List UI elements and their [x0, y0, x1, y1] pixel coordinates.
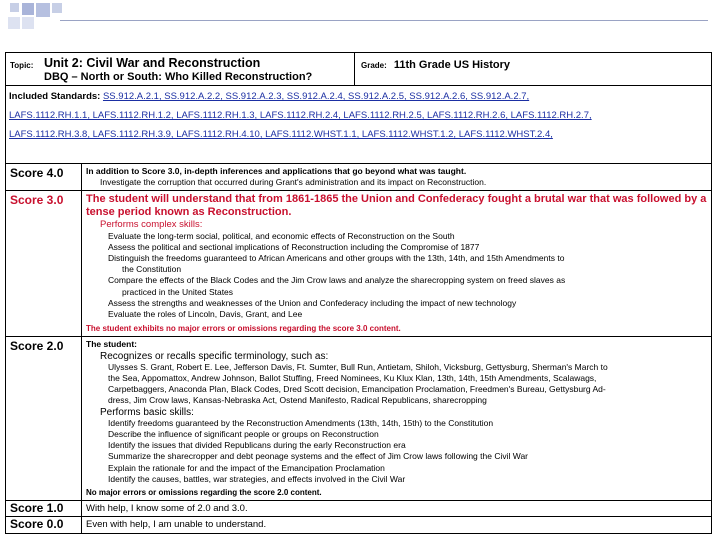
standards-codes[interactable]: LAFS.1112.RH.1.1, LAFS.1112.RH.1.2, LAFS.1112.RH.1.3, LAFS.1112.RH.2.4, LAFS.1112.RH.2.5, LAFS.1112.RH.2.6, LAFS.1112.RH.2.7, — [9, 110, 592, 121]
score-0-row — [6, 517, 712, 533]
skill-item: Assess the political and sectional implications of Reconstruction including the Compromise of 1877 — [108, 241, 480, 252]
decorative-square — [8, 17, 20, 29]
score-2-label: Score 2.0 — [6, 337, 82, 501]
title-rule — [60, 20, 708, 21]
score-3-content — [82, 191, 712, 337]
skill-item: Distinguish the freedoms guaranteed to African Americans and other groups with the 13th, 14th, and 15th Amendments to — [108, 253, 565, 264]
decorative-square — [22, 17, 34, 29]
terminology-line: the Sea, Appomattox, Andrew Johnson, Ballot Stuffing, Freed Nominees, Ku Klux Klan, 13th, 14th, 15th Amendments, Scalawags, — [108, 373, 597, 384]
learning-goal: The student will understand that from 1861-1865 the Union and Confederacy fought a brutal war that was followed by a tense period known as Reconstruction. — [86, 193, 707, 219]
skill-item: Assess the strengths and weaknesses of the Union and Confederacy including the impact of new technology — [108, 297, 517, 308]
decorative-square — [10, 3, 19, 12]
score-4-line: In addition to Score 3.0, in-depth inferences and applications that go beyond what was taught. — [86, 166, 467, 176]
skill-item: Identify the causes, battles, war strategies, and effects involved in the Civil War — [108, 473, 406, 484]
score-2-content — [82, 337, 712, 501]
score-3-row — [6, 191, 712, 337]
unit-title: Unit 2: Civil War and Reconstruction — [44, 56, 261, 70]
score-0-content: Even with help, I am unable to understand. — [82, 517, 712, 533]
score-2-intro: The student: — [86, 339, 137, 350]
proficiency-scale-table — [5, 52, 712, 534]
score-0-label: Score 0.0 — [6, 517, 82, 533]
standards-codes[interactable]: SS.912.A.2.1, SS.912.A.2.2, SS.912.A.2.3, SS.912.A.2.4, SS.912.A.2.5, SS.912.A.2.6, SS.912.A.2.7, — [102, 91, 530, 102]
score-1-row — [6, 501, 712, 517]
topic-cell — [6, 53, 355, 86]
topic-label: Topic: — [10, 61, 34, 70]
score-3-note: The student exhibits no major errors or omissions regarding the score 3.0 content. — [86, 324, 401, 334]
score-2-note: No major errors or omissions regarding the score 2.0 content. — [86, 488, 322, 498]
skill-item: Explain the rationale for and the impact of the Emancipation Proclamation — [108, 462, 385, 473]
terminology-line: dress, Jim Crow laws, Kansas-Nebraska Act, Ostend Manifesto, Radical Republicans, sharecropping — [108, 395, 487, 406]
terminology-line: Ulysses S. Grant, Robert E. Lee, Jefferson Davis, Ft. Sumter, Bull Run, Antietam, Shiloh, Vicksburg, Gettysburg, Sherman's March to — [108, 361, 608, 372]
skill-item: Identify freedoms guaranteed by the Reconstruction Amendments (13th, 14th, 15th) to the Constitution — [108, 417, 494, 428]
skill-item: Compare the effects of the Black Codes and the Jim Crow laws and analyze the sharecropping system on freed slaves as — [108, 275, 566, 286]
complex-skills-heading: Performs complex skills: — [100, 219, 203, 231]
standards-codes[interactable]: LAFS.1112.RH.3.8, LAFS.1112.RH.3.9, LAFS.1112.RH.4.10, LAFS.1112.WHST.1.1, LAFS.1112.WHST.1.2, LAFS.1112.WHST.2.4, — [9, 129, 553, 140]
score-2-row — [6, 337, 712, 501]
skill-item: Evaluate the long-term social, political, and economic effects of Reconstruction on the South — [108, 230, 455, 241]
score-1-content: With help, I know some of 2.0 and 3.0. — [82, 501, 712, 517]
grade-value: 11th Grade US History — [393, 59, 511, 71]
standards-row — [6, 86, 712, 164]
decorative-square — [22, 3, 34, 15]
terminology-line: Carpetbaggers, Anaconda Plan, Black Codes, Dred Scott decision, Emancipation Proclamation, Freedmen's Bureau, Gettysburg Ad- — [108, 384, 606, 395]
skill-item: Summarize the sharecropper and debt peonage systems and the effect of Jim Crow laws following the Civil War — [108, 451, 529, 462]
skill-item: the Constitution — [122, 264, 182, 275]
terminology-heading: Recognizes or recalls specific terminology, such as: — [100, 350, 329, 362]
score-4-content — [82, 164, 712, 191]
basic-skills-heading: Performs basic skills: — [100, 406, 194, 418]
decorative-square — [36, 3, 50, 17]
score-4-line: Investigate the corruption that occurred during Grant's administration and its impact on Reconstruction. — [100, 177, 487, 188]
grade-label: Grade: — [361, 61, 387, 70]
standards-cell — [6, 86, 712, 164]
decorative-square — [52, 3, 62, 13]
skill-item: Identify the issues that divided Republicans during the early Reconstruction era — [108, 440, 406, 451]
header-row — [6, 53, 712, 86]
grade-cell — [355, 53, 712, 86]
skill-item: Describe the influence of significant people or groups on Reconstruction — [108, 429, 379, 440]
score-1-label: Score 1.0 — [6, 501, 82, 517]
score-4-row — [6, 164, 712, 191]
skill-item: practiced in the United States — [122, 286, 234, 297]
dbq-title: DBQ – North or South: Who Killed Reconstruction? — [44, 71, 313, 83]
score-3-label: Score 3.0 — [6, 191, 82, 337]
skill-item: Evaluate the roles of Lincoln, Davis, Grant, and Lee — [108, 309, 303, 320]
standards-label: Included Standards: — [9, 91, 101, 102]
score-4-label: Score 4.0 — [6, 164, 82, 191]
